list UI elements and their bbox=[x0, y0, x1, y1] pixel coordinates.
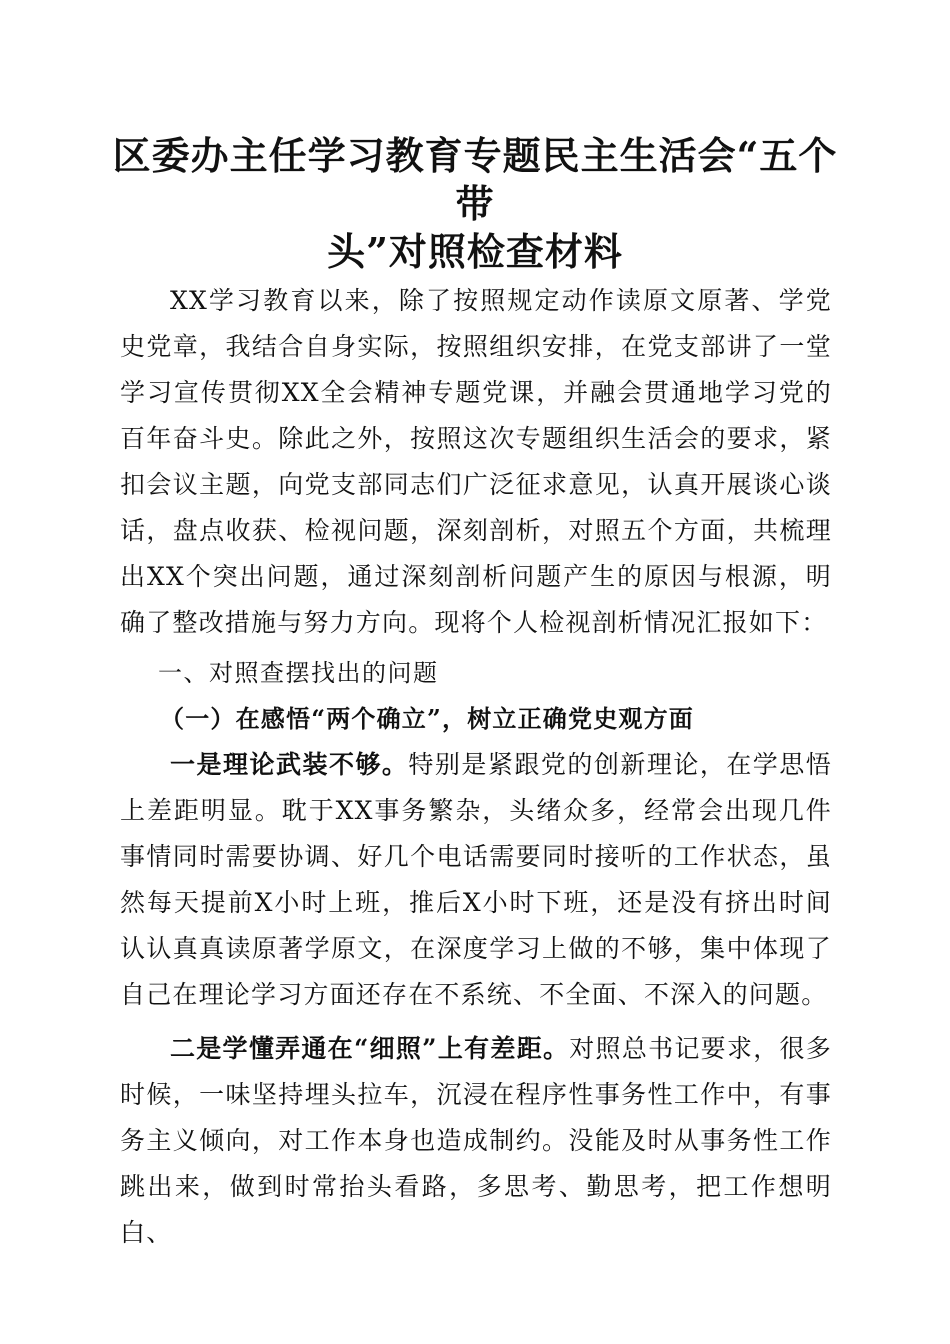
intro-paragraph: XX学习教育以来，除了按照规定动作读原文原著、学党史党章，我结合自身实际，按照组织安排，在党支部讲了一堂学习宣传贯彻XX全会精神专题党课，并融会贯通地学习党的百年奋斗史。除此之外，按照这次专题组织生活会的要求，紧扣会议主题，向党支部同志们广泛征求意见，认真开展谈心谈话，盘点收获、检视问题，深刻剖析，对照五个方面，共梳理出XX个突出问题，通过深刻剖析问题产生的原因与根源，明确了整改措施与努力方向。现将个人检视剖析情况汇报如下： bbox=[120, 286, 832, 637]
point-1-lead: 一是理论武装不够。 bbox=[170, 750, 409, 779]
section-heading: 一、对照查摆找出的问题 bbox=[158, 659, 439, 687]
document-title bbox=[110, 132, 840, 276]
title-line-2: 头”对照检查材料 bbox=[327, 229, 623, 274]
title-line-1: 区委办主任学习教育专题民主生活会“五个带 bbox=[112, 133, 838, 226]
point-paragraph-2 bbox=[120, 1026, 832, 1256]
point-2-text: 对照总书记要求，很多时候，一味坚持埋头拉车，沉浸在程序性事务性工作中，有事务主义倾向，对工作本身也造成制约。没能及时从事务性工作跳出来，做到时常抬头看路，多思考、勤思考，把工作想明白、 bbox=[120, 1034, 832, 1247]
point-paragraph-1 bbox=[120, 742, 832, 1018]
document-body bbox=[120, 278, 832, 1256]
subsection-heading: （一）在感悟“两个确立”，树立正确党史观方面 bbox=[160, 704, 695, 733]
point-2-lead: 二是学懂弄通在“细照”上有差距。 bbox=[170, 1034, 570, 1063]
point-1-text: 特别是紧跟党的创新理论，在学思悟上差距明显。耽于XX事务繁杂，头绪众多，经常会出现几件事情同时需要协调、好几个电话需要同时接听的工作状态，虽然每天提前X小时上班，推后X小时下班，还是没有挤出时间认认真真读原著学原文，在深度学习上做的不够，集中体现了自己在理论学习方面还存在不系统、不全面、不深入的问题。 bbox=[120, 750, 832, 1009]
